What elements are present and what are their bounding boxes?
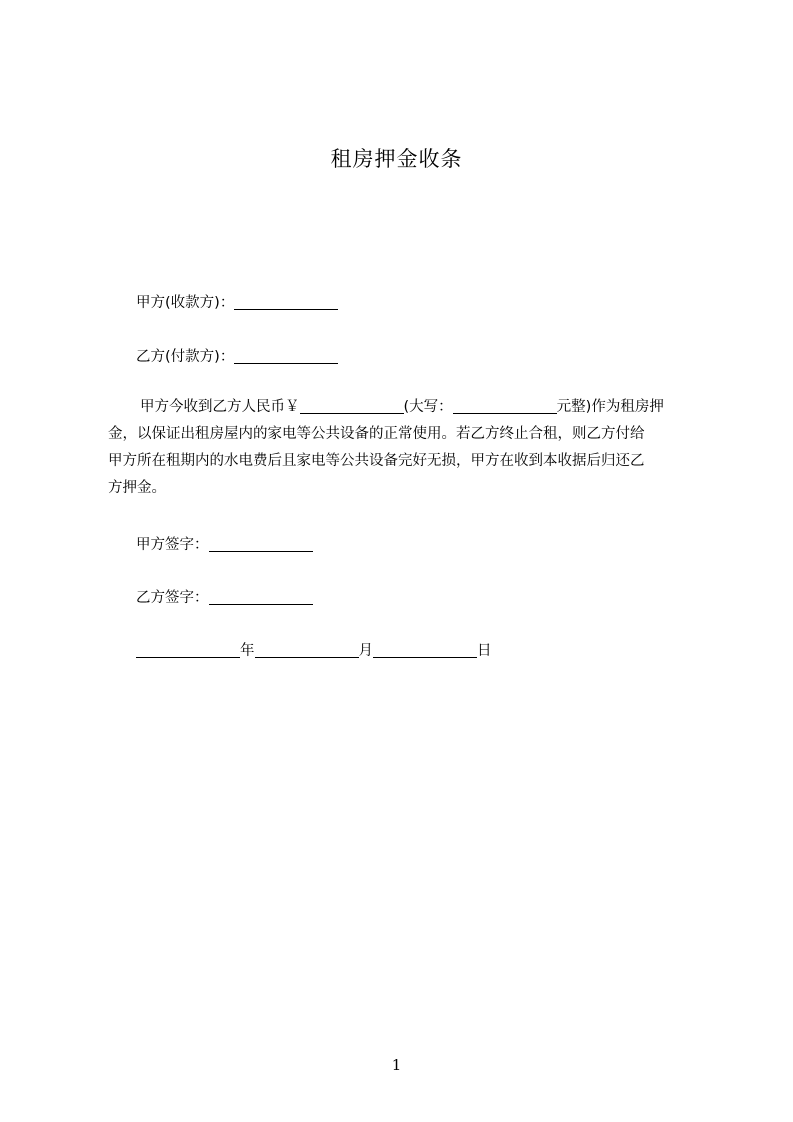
body-line-2: 金，以保证出租房屋内的家电等公共设备的正常使用。若乙方终止合租，则乙方付给	[108, 426, 645, 442]
body-prefix: 甲方今收到乙方人民币￥	[140, 399, 300, 415]
body-yuan-close: 元整)作为租房押	[556, 399, 664, 415]
page-number: 1	[391, 1056, 402, 1074]
body-line-1	[108, 394, 718, 421]
party-b-label: 乙方(付款方)：	[136, 349, 235, 365]
party-b-line	[136, 345, 338, 366]
party-a-blank[interactable]	[234, 294, 338, 310]
month-blank[interactable]	[255, 642, 359, 658]
year-blank[interactable]	[136, 642, 240, 658]
body-daxie-open: (大写：	[403, 399, 453, 415]
amount-blank[interactable]	[300, 398, 404, 414]
amount-words-blank[interactable]	[453, 398, 557, 414]
body-line-4: 方押金。	[108, 480, 166, 496]
party-a-line	[136, 291, 338, 312]
party-a-label: 甲方(收款方)：	[136, 295, 235, 311]
sign-a-label: 甲方签字：	[136, 537, 209, 553]
sign-a-blank[interactable]	[209, 536, 313, 552]
body-line-3: 甲方所在租期内的水电费后且家电等公共设备完好无损，甲方在收到本收据后归还乙	[108, 453, 645, 469]
month-label: 月	[358, 643, 373, 659]
document-title: 租房押金收条	[330, 147, 463, 171]
sign-b-label: 乙方签字：	[136, 590, 209, 606]
body-paragraph	[108, 394, 718, 502]
sign-a-line	[136, 533, 313, 554]
day-label: 日	[477, 643, 492, 659]
date-line	[136, 639, 492, 660]
sign-b-line	[136, 586, 313, 607]
year-label: 年	[240, 643, 255, 659]
party-b-blank[interactable]	[234, 348, 338, 364]
sign-b-blank[interactable]	[209, 589, 313, 605]
day-blank[interactable]	[373, 642, 477, 658]
